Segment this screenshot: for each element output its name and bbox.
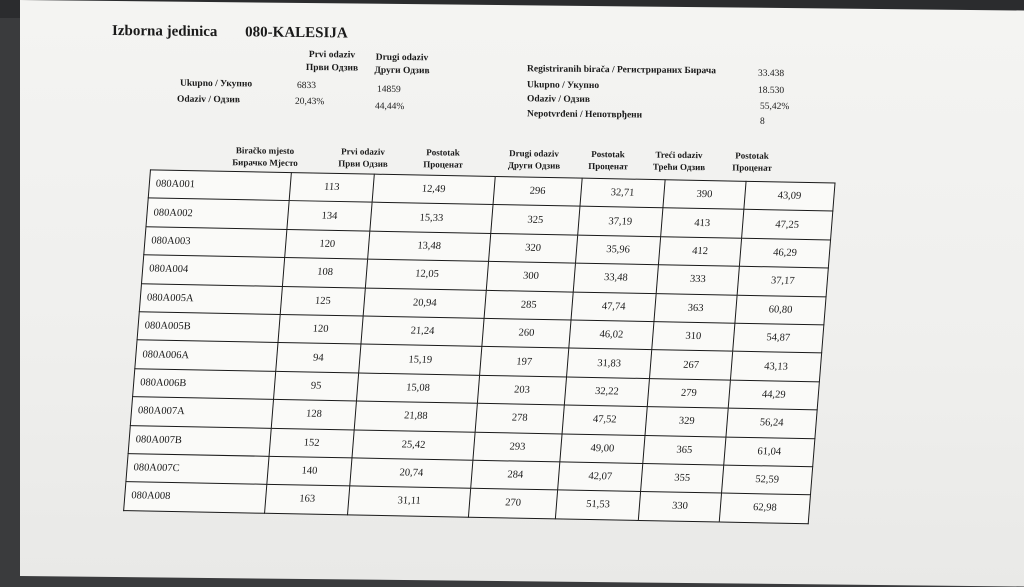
cell-value: 37,19 [578, 207, 663, 237]
cell-polling-station: 080A007C [126, 454, 269, 485]
cell-value: 47,52 [562, 405, 647, 435]
cell-value: 120 [285, 229, 370, 259]
th-third-cyr: Трећи Одзив [652, 161, 706, 173]
cell-value: 412 [658, 236, 741, 266]
cell-value: 62,98 [719, 493, 810, 523]
th-second-cyr: Други Одзив [507, 160, 561, 171]
registered-label: Registriranih birača / Регистрираних Бирача [527, 64, 717, 77]
cell-value: 13,48 [368, 231, 491, 262]
header-unit: 080-KALESIJA [245, 24, 348, 42]
cell-value: 44,29 [728, 380, 819, 410]
cell-value: 285 [484, 290, 573, 320]
summary-total-label: Ukupno / Укупно [180, 78, 253, 90]
cell-polling-station: 080A005A [139, 283, 282, 314]
th-first-cyr: Први Одзив [338, 158, 388, 169]
cell-value: 390 [663, 180, 746, 210]
cell-polling-station: 080A007A [130, 397, 273, 428]
cell-value: 15,19 [359, 344, 482, 375]
registered-turnout-label: Odaziv / Одзив [527, 94, 591, 105]
cell-polling-station: 080A006A [135, 340, 278, 371]
cell-value: 25,42 [352, 429, 475, 460]
cell-value: 32,22 [564, 377, 649, 407]
cell-value: 197 [480, 347, 569, 377]
cell-value: 125 [280, 286, 365, 316]
cell-value: 260 [482, 318, 571, 348]
summary-turnout-label: Odaziv / Одзив [177, 94, 241, 106]
cell-polling-station: 080A005B [137, 312, 280, 343]
registered-value: 33.438 [758, 68, 785, 80]
th-pct3-cyr: Проценат [732, 162, 772, 173]
cell-value: 355 [641, 463, 724, 493]
cell-value: 203 [477, 375, 566, 405]
cell-polling-station: 080A007B [128, 425, 271, 456]
registered-total-value: 18.530 [758, 85, 785, 97]
cell-value: 296 [493, 176, 582, 206]
cell-value: 152 [269, 428, 354, 458]
registered-unconfirmed-label: Nepotvrđeni / Непотврђени [527, 109, 643, 121]
cell-value: 52,59 [722, 465, 813, 495]
th-polling-station [220, 144, 310, 169]
cell-value: 43,13 [730, 352, 821, 382]
th-pct3 [717, 149, 787, 174]
results-table [123, 169, 835, 524]
registered-turnout-value: 55,42% [760, 101, 790, 113]
cell-value: 46,02 [569, 320, 654, 350]
cell-value: 47,25 [742, 210, 833, 240]
cell-value: 329 [645, 407, 728, 437]
th-pct2-cyr: Проценат [588, 160, 628, 172]
cell-polling-station: 080A002 [146, 198, 289, 229]
summary-col-first-latin: Prvi odaziv [308, 50, 356, 61]
cell-value: 54,87 [733, 323, 824, 353]
cell-value: 413 [661, 208, 744, 238]
cell-value: 21,88 [354, 401, 477, 432]
cell-value: 293 [473, 432, 562, 462]
cell-value: 49,00 [560, 433, 645, 463]
cell-value: 95 [274, 371, 359, 401]
cell-value: 113 [289, 173, 374, 203]
cell-value: 60,80 [735, 295, 826, 325]
cell-value: 37,17 [737, 266, 828, 296]
cell-value: 21,24 [361, 316, 484, 347]
registered-unconfirmed-value: 8 [760, 116, 765, 127]
cell-value: 363 [654, 293, 737, 323]
cell-value: 35,96 [575, 235, 660, 265]
th-polling-station-cyr: Бирачко Мјесто [232, 157, 298, 168]
cell-value: 320 [489, 233, 578, 263]
summary-total-second: 14859 [377, 84, 401, 95]
th-first-latin: Prvi odaziv [341, 146, 385, 157]
cell-value: 15,33 [370, 203, 493, 234]
cell-value: 32,71 [580, 178, 665, 208]
cell-polling-station: 080A001 [148, 170, 291, 201]
cell-value: 15,08 [356, 373, 479, 404]
th-second [498, 147, 570, 172]
summary-total-first: 6833 [297, 80, 316, 92]
th-pct3-latin: Postotak [735, 150, 769, 161]
cell-value: 134 [287, 201, 372, 231]
cell-value: 56,24 [726, 408, 817, 438]
cell-value: 284 [471, 460, 560, 490]
th-third [644, 149, 714, 174]
cell-value: 310 [652, 322, 735, 352]
registered-total-label: Ukupno / Укупно [527, 80, 600, 92]
th-pct1-cyr: Проценат [423, 159, 463, 170]
cell-value: 61,04 [724, 437, 815, 467]
summary-col-second-latin: Drugi odaziv [375, 52, 429, 64]
cell-value: 31,11 [348, 486, 471, 517]
cell-polling-station: 080A004 [142, 255, 285, 286]
cell-value: 33,48 [573, 263, 658, 293]
th-third-latin: Treći odaziv [655, 149, 703, 161]
summary-col-first-cyr: Први Одзив [305, 62, 359, 74]
cell-value: 31,83 [567, 348, 652, 378]
cell-value: 46,29 [739, 238, 830, 268]
cell-value: 43,09 [744, 181, 835, 211]
cell-value: 108 [282, 258, 367, 288]
cell-value: 20,94 [363, 288, 486, 319]
th-polling-station-latin: Biračko mjesto [235, 145, 295, 156]
summary-col-second-cyr: Други Одзив [374, 65, 430, 77]
cell-value: 140 [267, 456, 352, 486]
cell-value: 270 [468, 489, 557, 519]
th-first [328, 145, 398, 170]
th-pct1 [408, 146, 478, 171]
summary-turnout-second: 44,44% [375, 101, 405, 113]
cell-value: 94 [276, 343, 361, 373]
cell-polling-station: 080A008 [124, 482, 267, 513]
cell-value: 365 [643, 435, 726, 465]
cell-value: 42,07 [558, 462, 643, 492]
cell-value: 278 [475, 403, 564, 433]
cell-value: 163 [265, 485, 350, 515]
paper-sheet [20, 0, 1024, 587]
th-pct1-latin: Postotak [426, 147, 460, 158]
cell-polling-station: 080A006B [133, 368, 276, 399]
cell-value: 12,05 [365, 259, 488, 290]
summary-turnout-first: 20,43% [295, 96, 325, 108]
cell-value: 325 [491, 205, 580, 235]
cell-value: 267 [649, 350, 732, 380]
cell-value: 333 [656, 265, 739, 295]
th-pct2 [575, 148, 641, 173]
summary-col-second [367, 52, 437, 79]
cell-value: 279 [647, 378, 730, 408]
cell-value: 51,53 [555, 490, 640, 520]
cell-polling-station: 080A003 [144, 227, 287, 258]
th-pct2-latin: Postotak [591, 148, 625, 160]
th-second-latin: Drugi odaziv [509, 148, 559, 159]
cell-value: 128 [271, 400, 356, 430]
summary-col-first [297, 49, 367, 76]
cell-value: 12,49 [372, 174, 495, 205]
cell-value: 20,74 [350, 458, 473, 489]
cell-value: 47,74 [571, 292, 656, 322]
cell-value: 330 [638, 492, 721, 522]
document-header [112, 23, 372, 43]
cell-value: 300 [486, 262, 575, 292]
cell-value: 120 [278, 314, 363, 344]
header-label: Izborna jedinica [112, 22, 218, 41]
